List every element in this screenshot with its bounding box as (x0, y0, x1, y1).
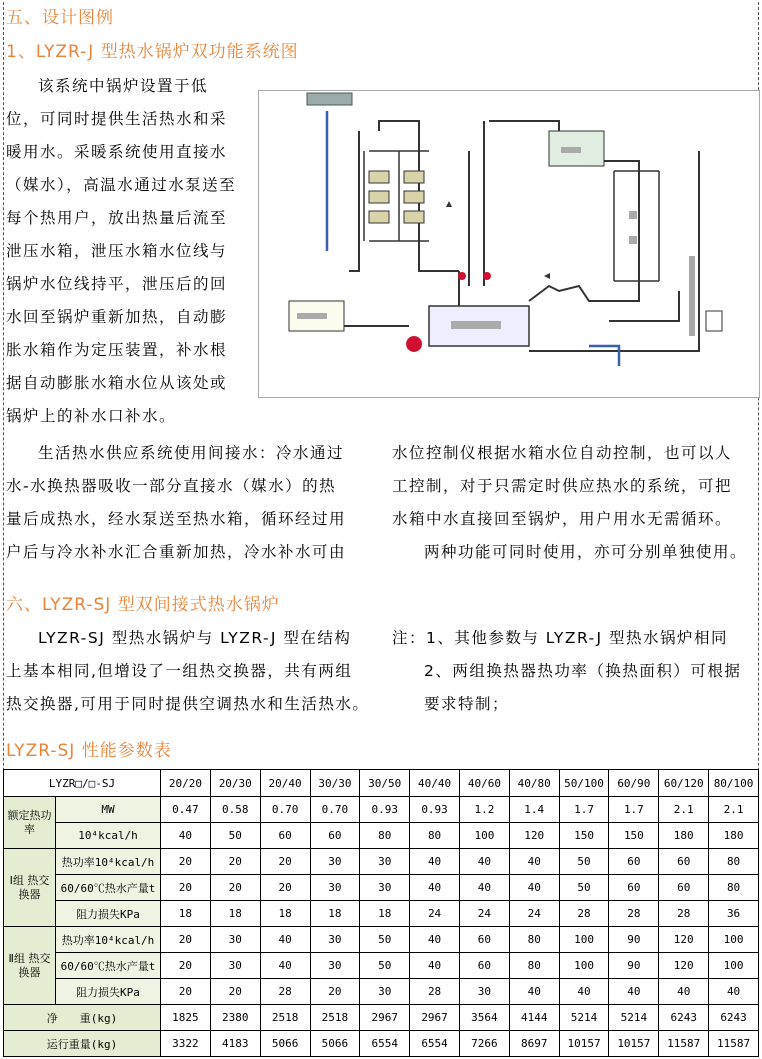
table-cell: 100 (459, 823, 509, 849)
table-cell: 100 (559, 953, 609, 979)
table-cell: 40 (509, 979, 559, 1005)
unit-label: 10⁴kcal/h (56, 823, 161, 849)
model-header-cell: 20/40 (260, 770, 310, 797)
table-cell: 11587 (709, 1031, 759, 1057)
model-header-cell: 30/50 (360, 770, 410, 797)
text-line: 生活热水供应系统使用间接水：冷水通过 (38, 444, 345, 462)
section6-notes (392, 622, 754, 721)
table-cell: 0.70 (260, 797, 310, 823)
table-cell: 60 (310, 823, 360, 849)
table-cell: 1825 (161, 1005, 211, 1031)
table-cell: 5214 (559, 1005, 609, 1031)
table-cell: 30 (210, 927, 260, 953)
table-cell: 18 (360, 901, 410, 927)
table-cell: 28 (260, 979, 310, 1005)
table-cell: 20 (310, 979, 360, 1005)
pipe-return (349, 131, 359, 271)
table-cell: 2967 (360, 1005, 410, 1031)
table-cell: 5066 (260, 1031, 310, 1057)
text-line: LYZR-SJ 型热水锅炉与 LYZR-J 型在结构 (38, 629, 352, 647)
text-line: 水回至锅炉重新加热，自动膨 (6, 308, 228, 326)
table-cell: 6243 (659, 1005, 709, 1031)
table-cell: 40 (260, 927, 310, 953)
para-heating-system (6, 70, 250, 433)
text-line: 工控制，对于只需定时供应热水的系统，可把 (392, 477, 733, 495)
table-cell: 7266 (459, 1031, 509, 1057)
table-cell: 30 (459, 979, 509, 1005)
net-weight-label: 净 重(kg) (4, 1005, 161, 1031)
text-line: 泄压水箱，泄压水箱水位线与 (6, 242, 228, 260)
table-row (4, 823, 759, 849)
table-cell: 20 (260, 849, 310, 875)
table-cell: 8697 (509, 1031, 559, 1057)
table-cell: 40 (559, 979, 609, 1005)
model-header-cell: 40/60 (459, 770, 509, 797)
cold-water-tank (307, 93, 352, 105)
text-line: 2、两组换热器热功率（换热面积）可根据 (424, 662, 742, 680)
param-label: 热功率10⁴kcal/h (56, 927, 161, 953)
table-row (4, 770, 759, 797)
table-cell: 30 (360, 849, 410, 875)
table-cell: 30 (310, 927, 360, 953)
table-cell: 40 (410, 927, 460, 953)
header-label-cell: LYZR□/□-SJ (4, 770, 161, 797)
table-cell: 3564 (459, 1005, 509, 1031)
level-controller (706, 311, 722, 331)
section5-heading: 五、设计图例 (6, 8, 114, 28)
table-cell: 30 (360, 979, 410, 1005)
table-row (4, 953, 759, 979)
table-cell: 20 (210, 875, 260, 901)
table-cell: 40 (609, 979, 659, 1005)
table-cell: 40 (410, 875, 460, 901)
group2-label: Ⅱ组 热交 换器 (4, 927, 56, 1005)
table-cell: 6554 (360, 1031, 410, 1057)
table-cell: 1.7 (609, 797, 659, 823)
table-cell: 11587 (659, 1031, 709, 1057)
system-diagram (258, 90, 760, 398)
table-cell: 24 (410, 901, 460, 927)
param-label: 热功率10⁴kcal/h (56, 849, 161, 875)
table-cell: 36 (709, 901, 759, 927)
table-cell: 80 (709, 849, 759, 875)
table-cell: 120 (659, 953, 709, 979)
table-cell: 1.7 (559, 797, 609, 823)
table-cell: 50 (360, 927, 410, 953)
model-header-cell: 40/40 (410, 770, 460, 797)
table-cell: 40 (659, 979, 709, 1005)
table-cell: 60 (659, 849, 709, 875)
table-cell: 2518 (260, 1005, 310, 1031)
table-cell: 40 (509, 875, 559, 901)
text-line: 两种功能可同时使用，亦可分别单独使用。 (424, 543, 748, 561)
table-cell: 0.47 (161, 797, 211, 823)
table-cell: 40 (410, 849, 460, 875)
table-cell: 6243 (709, 1005, 759, 1031)
model-header-cell: 60/120 (659, 770, 709, 797)
table-cell: 150 (609, 823, 659, 849)
table-cell: 40 (260, 953, 310, 979)
table-cell: 50 (210, 823, 260, 849)
table-cell: 60 (260, 823, 310, 849)
table-row (4, 875, 759, 901)
table-cell: 80 (709, 875, 759, 901)
table-cell: 150 (559, 823, 609, 849)
table-cell: 50 (559, 849, 609, 875)
level-gauge (689, 256, 695, 336)
table-cell: 24 (459, 901, 509, 927)
table-cell: 2518 (310, 1005, 360, 1031)
table-cell: 40 (709, 979, 759, 1005)
table-cell: 50 (360, 953, 410, 979)
table-cell: 80 (410, 823, 460, 849)
table-cell: 90 (609, 953, 659, 979)
text-line: 锅炉水位线持平，泄压后的回 (6, 275, 228, 293)
model-header-cell: 60/90 (609, 770, 659, 797)
text-line: 注：1、其他参数与 LYZR-J 型热水锅炉相同 (392, 629, 729, 647)
table-cell: 5214 (609, 1005, 659, 1031)
table-cell: 40 (459, 849, 509, 875)
model-header-cell: 80/100 (709, 770, 759, 797)
table-cell: 100 (709, 927, 759, 953)
text-line: 据自动膨胀水箱水位从该处或 (6, 374, 228, 392)
table-cell: 120 (659, 927, 709, 953)
heat-exchangers (369, 171, 424, 223)
text-line: 该系统中锅炉设置于低 (38, 77, 209, 95)
table-cell: 30 (310, 849, 360, 875)
table-cell: 100 (559, 927, 609, 953)
table-cell: 40 (161, 823, 211, 849)
text-line: 上基本相同,但增设了一组热交换器，共有两组 (6, 662, 353, 680)
table-cell: 20 (161, 875, 211, 901)
group1-label: Ⅰ组 热交 换器 (4, 849, 56, 927)
table-cell: 120 (509, 823, 559, 849)
table-cell: 4144 (509, 1005, 559, 1031)
table-cell: 1.2 (459, 797, 509, 823)
table-cell: 0.93 (410, 797, 460, 823)
table-cell: 30 (310, 875, 360, 901)
param-label: 阻力损失KPa (56, 979, 161, 1005)
table-cell: 0.70 (310, 797, 360, 823)
table-cell: 0.93 (360, 797, 410, 823)
table-cell: 40 (410, 953, 460, 979)
pump-icon (458, 272, 466, 280)
table-cell: 60 (659, 875, 709, 901)
table-cell: 2.1 (709, 797, 759, 823)
para-domestic-left (6, 437, 372, 569)
table-cell: 40 (459, 875, 509, 901)
text-line: 户后与冷水补水汇合重新加热，冷水补水可由 (6, 543, 347, 561)
table-cell: 28 (609, 901, 659, 927)
table-cell: 6554 (410, 1031, 460, 1057)
table-cell: 20 (161, 979, 211, 1005)
table-cell: 80 (509, 927, 559, 953)
table-cell: 20 (260, 875, 310, 901)
section6-description (6, 622, 372, 721)
unit-label: MW (56, 797, 161, 823)
table-cell: 40 (509, 849, 559, 875)
param-label: 阻力损失KPa (56, 901, 161, 927)
table-cell: 60 (459, 953, 509, 979)
rated-power-label: 额定热功率 (4, 797, 56, 849)
table-cell: 18 (310, 901, 360, 927)
model-header-cell: 40/80 (509, 770, 559, 797)
table-cell: 28 (410, 979, 460, 1005)
table-title: LYZR-SJ 性能参数表 (6, 741, 172, 761)
model-header-cell: 30/30 (310, 770, 360, 797)
table-cell: 80 (509, 953, 559, 979)
table-cell: 60 (609, 849, 659, 875)
text-line: 量后成热水，经水泵送至热水箱，循环经过用 (6, 510, 347, 528)
table-cell: 18 (161, 901, 211, 927)
table-cell: 2.1 (659, 797, 709, 823)
text-line: 水-水换热器吸收一部分直接水（媒水）的热 (6, 477, 337, 495)
section6-heading: 六、LYZR-SJ 型双间接式热水锅炉 (6, 595, 280, 615)
model-header-cell: 20/20 (161, 770, 211, 797)
table-cell: 90 (609, 927, 659, 953)
text-line: 水箱中水直接回至锅炉，用户用水无需循环。 (392, 510, 733, 528)
table-cell: 180 (659, 823, 709, 849)
text-line: 水位控制仪根据水箱水位自动控制，也可以人 (392, 444, 733, 462)
table-cell: 5066 (310, 1031, 360, 1057)
text-line: 要求特制； (424, 695, 510, 713)
text-line: （媒水），高温水通过水泵送至 (6, 176, 237, 194)
table-cell: 3322 (161, 1031, 211, 1057)
table-cell: 0.58 (210, 797, 260, 823)
model-header-cell: 20/30 (210, 770, 260, 797)
text-line: 位，可同时提供生活热水和采 (6, 110, 228, 128)
table-cell: 20 (161, 953, 211, 979)
text-line: 胀水箱作为定压装置，补水根 (6, 341, 228, 359)
table-cell: 100 (709, 953, 759, 979)
param-label: 60/60℃热水产量t (56, 875, 161, 901)
table-cell: 20 (161, 927, 211, 953)
run-weight-label: 运行重量(kg) (4, 1031, 161, 1057)
table-cell: 28 (559, 901, 609, 927)
table-row (4, 1031, 759, 1057)
table-cell: 28 (659, 901, 709, 927)
table-cell: 20 (210, 849, 260, 875)
table-row (4, 901, 759, 927)
text-line: 锅炉上的补水口补水。 (6, 407, 177, 425)
table-cell: 60 (459, 927, 509, 953)
table-cell: 30 (310, 953, 360, 979)
para-domestic-right (392, 437, 754, 569)
table-cell: 4183 (210, 1031, 260, 1057)
table-row (4, 979, 759, 1005)
table-cell: 30 (210, 953, 260, 979)
performance-table (3, 769, 759, 1057)
table-row (4, 797, 759, 823)
table-row (4, 849, 759, 875)
text-line: 暖用水。采暖系统使用直接水 (6, 143, 228, 161)
table-cell: 24 (509, 901, 559, 927)
table-cell: 50 (559, 875, 609, 901)
table-cell: 18 (260, 901, 310, 927)
param-label: 60/60℃热水产量t (56, 953, 161, 979)
table-row (4, 1005, 759, 1031)
table-cell: 1.4 (509, 797, 559, 823)
table-cell: 80 (360, 823, 410, 849)
model-header-cell: 50/100 (559, 770, 609, 797)
text-line: 热交换器,可用于同时提供空调热水和生活热水。 (6, 695, 370, 713)
text-line: 每个热用户，放出热量后流至 (6, 209, 228, 227)
table-cell: 20 (210, 979, 260, 1005)
table-cell: 2967 (410, 1005, 460, 1031)
table-cell: 10157 (559, 1031, 609, 1057)
table-cell: 30 (360, 875, 410, 901)
table-cell: 2380 (210, 1005, 260, 1031)
table-cell: 10157 (609, 1031, 659, 1057)
table-cell: 18 (210, 901, 260, 927)
table-row (4, 927, 759, 953)
table-cell: 180 (709, 823, 759, 849)
section5-subheading: 1、LYZR-J 型热水锅炉双功能系统图 (6, 42, 299, 62)
table-cell: 60 (609, 875, 659, 901)
table-cell: 20 (161, 849, 211, 875)
pump-icon (483, 272, 491, 280)
burner-icon (406, 336, 422, 352)
